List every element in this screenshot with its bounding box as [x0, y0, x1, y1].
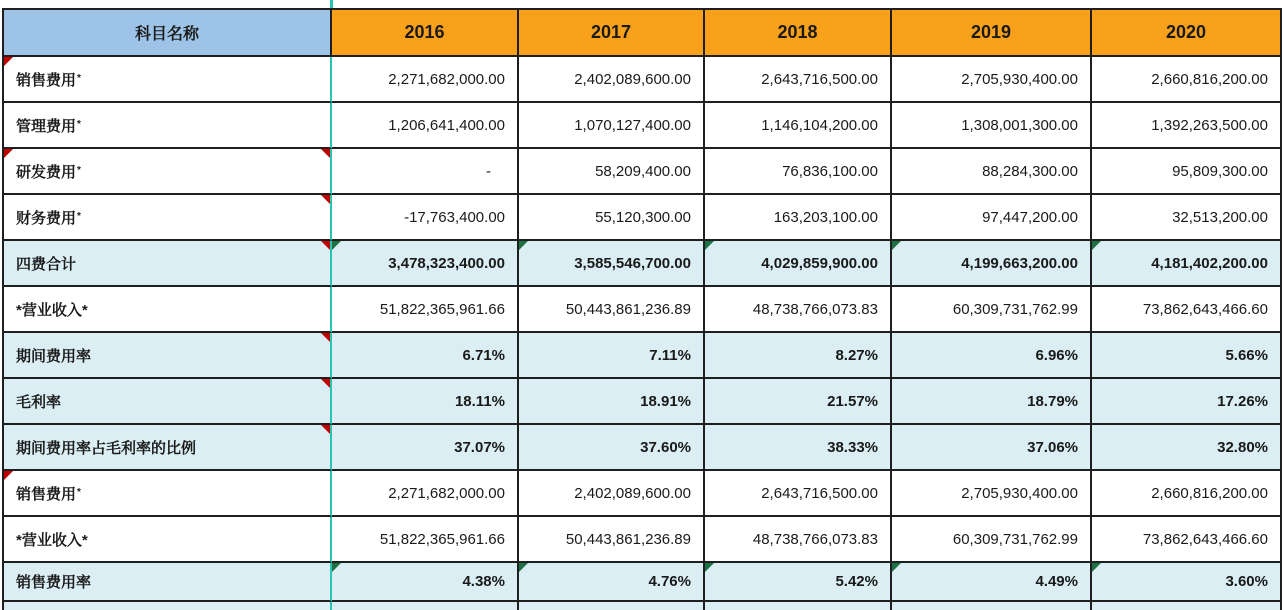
data-cell[interactable] [332, 425, 519, 471]
cell-value: 2,660,816,200.00 [1151, 484, 1268, 502]
cell-value: - [486, 162, 491, 180]
row-label: 期间费用率占毛利率的比例 [16, 439, 197, 457]
cell-value: 95,809,300.00 [1172, 162, 1268, 180]
cell-value: 2,643,716,500.00 [761, 70, 878, 88]
comment-indicator-icon [321, 195, 330, 204]
cell-value: 58,209,400.00 [595, 162, 691, 180]
cell-value: 51,822,365,961.66 [379, 300, 505, 318]
cell-value: 2,705,930,400.00 [961, 484, 1078, 502]
partial-cell[interactable] [1092, 602, 1282, 610]
formula-warning-indicator-icon [892, 241, 901, 250]
cell-value: 2,402,089,600.00 [574, 484, 691, 502]
data-cell[interactable] [1092, 333, 1282, 379]
row-label-cell[interactable]: 研发费用 * [4, 149, 332, 195]
data-cell[interactable] [332, 57, 519, 103]
formula-warning-indicator-icon [705, 241, 714, 250]
cell-value: 50,443,861,236.89 [565, 300, 691, 318]
data-cell[interactable] [1092, 149, 1282, 195]
top-gutter [0, 0, 1284, 8]
row-label-cell[interactable]: 管理费用 * [4, 103, 332, 149]
cell-value: 2,660,816,200.00 [1151, 70, 1268, 88]
data-cell[interactable] [519, 517, 705, 563]
formula-warning-indicator-icon [519, 241, 528, 250]
year-label: 2017 [590, 22, 632, 42]
cell-value: 5.42% [835, 573, 878, 590]
data-cell[interactable] [1092, 517, 1282, 563]
data-cell[interactable] [1092, 425, 1282, 471]
cell-value: 4,029,859,900.00 [761, 254, 878, 272]
formula-warning-indicator-icon [705, 563, 714, 572]
table-row [4, 57, 1282, 103]
cell-value: 55,120,300.00 [595, 208, 691, 226]
cell-value: 51,822,365,961.66 [379, 530, 505, 548]
cell-value: 50,443,861,236.89 [565, 530, 691, 548]
data-cell[interactable] [705, 517, 892, 563]
table-row [4, 333, 1282, 379]
row-label: 销售费用 [16, 485, 77, 503]
row-label-cell[interactable] [4, 241, 332, 287]
data-cell[interactable] [892, 287, 1092, 333]
cell-value: 2,402,089,600.00 [574, 70, 691, 88]
cell-value: 32.80% [1217, 438, 1268, 456]
partial-cell[interactable] [892, 602, 1092, 610]
formula-warning-indicator-icon [332, 563, 341, 572]
header-subject-label: 科目名称 [134, 26, 199, 43]
pane-divider-tick [330, 0, 333, 8]
cell-value: 21.57% [827, 392, 878, 410]
row-label: 销售费用率 [16, 574, 92, 591]
cell-value: 3.60% [1225, 573, 1268, 590]
row-label-cell[interactable] [4, 425, 332, 471]
table-row [4, 287, 1282, 333]
data-cell[interactable] [892, 195, 1092, 241]
cell-value: 3,478,323,400.00 [388, 254, 505, 272]
data-cell[interactable] [332, 241, 519, 287]
data-cell[interactable] [519, 379, 705, 425]
data-cell[interactable] [332, 471, 519, 517]
cell-value: 1,308,001,300.00 [961, 116, 1078, 134]
cell-value: 60,309,731,762.99 [952, 300, 1078, 318]
partial-next-row [4, 602, 1282, 610]
data-cell[interactable] [892, 103, 1092, 149]
data-cell[interactable] [705, 425, 892, 471]
cell-value: 4.38% [462, 573, 505, 590]
header-cell-subject-name[interactable] [4, 10, 332, 57]
row-label-cell[interactable]: 销售费用 * [4, 57, 332, 103]
cell-value: 32,513,200.00 [1172, 208, 1268, 226]
cell-value: 6.96% [1035, 346, 1078, 364]
cell-value: 1,206,641,400.00 [388, 116, 505, 134]
data-cell[interactable] [705, 333, 892, 379]
cell-value: 17.26% [1217, 392, 1268, 410]
year-label: 2020 [1165, 22, 1207, 42]
table-row [4, 563, 1282, 602]
data-cell[interactable] [892, 517, 1092, 563]
data-cell[interactable] [519, 471, 705, 517]
cell-value: 2,643,716,500.00 [761, 484, 878, 502]
cell-value: 48,738,766,073.83 [752, 530, 878, 548]
partial-cell[interactable] [519, 602, 705, 610]
table-header-row [4, 10, 1282, 57]
data-cell[interactable] [1092, 471, 1282, 517]
cell-value: 18.91% [640, 392, 691, 410]
data-cell[interactable] [332, 517, 519, 563]
cell-value: 37.06% [1027, 438, 1078, 456]
cell-value: 2,271,682,000.00 [388, 484, 505, 502]
row-label: 四费合计 [16, 255, 77, 273]
cell-value: 2,271,682,000.00 [388, 70, 505, 88]
data-cell[interactable] [1092, 57, 1282, 103]
data-cell[interactable] [519, 563, 705, 602]
data-cell[interactable] [1092, 287, 1282, 333]
cell-value: 3,585,546,700.00 [574, 254, 691, 272]
data-cell[interactable] [705, 379, 892, 425]
table-row [4, 103, 1282, 149]
cell-value: 73,862,643,466.60 [1142, 300, 1268, 318]
data-cell[interactable] [332, 333, 519, 379]
cell-value: 5.66% [1225, 346, 1268, 364]
row-label-cell[interactable] [4, 563, 332, 602]
data-cell[interactable] [332, 149, 519, 195]
cell-value: 60,309,731,762.99 [952, 530, 1078, 548]
cell-value: 163,203,100.00 [773, 208, 878, 226]
formula-warning-indicator-icon [519, 563, 528, 572]
cell-value: 4.76% [648, 573, 691, 590]
header-cell-year-2016[interactable] [332, 10, 519, 57]
row-label: 销售费用 [16, 71, 77, 89]
data-cell[interactable] [519, 57, 705, 103]
table-row [4, 425, 1282, 471]
cell-value: 2,705,930,400.00 [961, 70, 1078, 88]
year-label: 2016 [404, 22, 445, 42]
partial-cell[interactable] [4, 602, 332, 610]
data-cell[interactable] [519, 425, 705, 471]
row-label-cell[interactable] [4, 517, 332, 563]
table-row [4, 241, 1282, 287]
row-label-cell[interactable] [4, 287, 332, 333]
data-cell[interactable] [892, 241, 1092, 287]
data-cell[interactable] [705, 149, 892, 195]
data-cell[interactable] [705, 287, 892, 333]
formula-warning-indicator-icon [1092, 563, 1101, 572]
data-cell[interactable] [705, 563, 892, 602]
data-cell[interactable] [892, 425, 1092, 471]
row-label: 财务费用 [16, 209, 77, 227]
row-label: 管理费用 [16, 117, 77, 135]
cell-value: 97,447,200.00 [982, 208, 1078, 226]
data-cell[interactable] [892, 379, 1092, 425]
year-label: 2018 [777, 22, 818, 42]
data-cell[interactable] [892, 471, 1092, 517]
cell-value: 4,181,402,200.00 [1151, 254, 1268, 272]
cell-value: 38.33% [827, 438, 878, 456]
formula-warning-indicator-icon [1092, 241, 1101, 250]
cell-value: 7.11% [649, 346, 691, 364]
cell-value: 76,836,100.00 [782, 162, 878, 180]
data-cell[interactable] [332, 195, 519, 241]
table-row [4, 195, 1282, 241]
comment-indicator-icon [321, 379, 330, 388]
cell-value: 18.79% [1027, 392, 1078, 410]
data-cell[interactable] [1092, 563, 1282, 602]
formula-warning-indicator-icon [892, 563, 901, 572]
data-cell[interactable] [892, 149, 1092, 195]
cell-value: 8.27% [835, 346, 878, 364]
data-cell[interactable] [892, 563, 1092, 602]
data-cell[interactable] [705, 103, 892, 149]
comment-indicator-icon [321, 333, 330, 342]
data-cell[interactable] [519, 103, 705, 149]
row-label-cell[interactable]: 财务费用 * [4, 195, 332, 241]
cell-value: 18.11% [454, 392, 505, 410]
cell-value: 37.60% [640, 438, 691, 456]
data-cell[interactable] [519, 287, 705, 333]
header-cell-year-2018[interactable] [705, 10, 892, 57]
cell-value: 88,284,300.00 [982, 162, 1078, 180]
comment-indicator-icon [4, 471, 13, 480]
row-label: 研发费用 [16, 163, 77, 181]
data-cell[interactable] [332, 379, 519, 425]
table-body [4, 57, 1282, 602]
table-row [4, 471, 1282, 517]
row-label: *营业收入* [16, 531, 88, 549]
data-cell[interactable] [1092, 195, 1282, 241]
table-row [4, 517, 1282, 563]
data-cell[interactable] [519, 195, 705, 241]
data-cell[interactable] [705, 471, 892, 517]
expense-table [2, 8, 1282, 610]
row-label-cell[interactable] [4, 333, 332, 379]
comment-indicator-icon [4, 149, 13, 158]
header-cell-year-2020[interactable] [1092, 10, 1282, 57]
data-cell[interactable] [705, 57, 892, 103]
header-cell-year-2019[interactable] [892, 10, 1092, 57]
comment-indicator-icon [4, 57, 13, 66]
comment-indicator-icon [321, 425, 330, 434]
data-cell[interactable] [892, 333, 1092, 379]
row-label-cell[interactable]: 销售费用 * [4, 471, 332, 517]
data-cell[interactable] [1092, 379, 1282, 425]
partial-cell[interactable] [705, 602, 892, 610]
data-cell[interactable] [892, 57, 1092, 103]
data-cell[interactable] [332, 563, 519, 602]
cell-value: 1,146,104,200.00 [761, 116, 878, 134]
cell-value: 4.49% [1035, 573, 1078, 590]
formula-warning-indicator-icon [332, 241, 341, 250]
cell-value: 4,199,663,200.00 [961, 254, 1078, 272]
data-cell[interactable] [519, 333, 705, 379]
cell-value: -17,763,400.00 [404, 208, 505, 226]
row-label-cell[interactable] [4, 379, 332, 425]
row-label: 期间费用率 [16, 347, 92, 365]
comment-indicator-icon [321, 149, 330, 158]
data-cell[interactable] [1092, 103, 1282, 149]
cell-value: 6.71% [462, 346, 505, 364]
row-label: *营业收入* [16, 301, 88, 319]
year-label: 2019 [970, 22, 1012, 42]
data-cell[interactable] [332, 103, 519, 149]
cell-value: 1,392,263,500.00 [1151, 116, 1268, 134]
data-cell[interactable] [1092, 241, 1282, 287]
data-cell[interactable] [705, 195, 892, 241]
partial-cell[interactable] [332, 602, 519, 610]
cell-value: 37.07% [454, 438, 505, 456]
header-cell-year-2017[interactable] [519, 10, 705, 57]
cell-value: 48,738,766,073.83 [752, 300, 878, 318]
cell-value: 1,070,127,400.00 [574, 116, 691, 134]
comment-indicator-icon [321, 241, 330, 250]
table-row [4, 149, 1282, 195]
row-label: 毛利率 [16, 393, 62, 411]
data-cell[interactable] [519, 149, 705, 195]
table-row [4, 379, 1282, 425]
cell-value: 73,862,643,466.60 [1142, 530, 1268, 548]
data-cell[interactable] [519, 241, 705, 287]
data-cell[interactable] [705, 241, 892, 287]
data-cell[interactable] [332, 287, 519, 333]
